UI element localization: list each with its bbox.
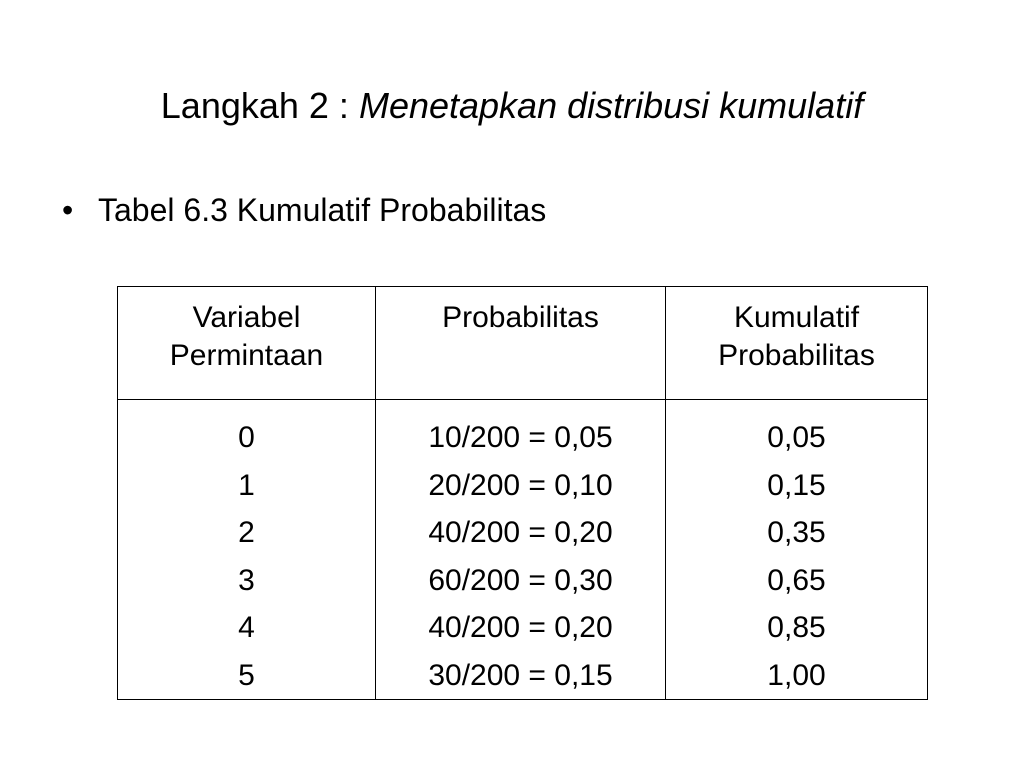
column-variabel-permintaan — [118, 400, 376, 700]
table-cell: 0,65 — [767, 563, 826, 597]
header-variabel-permintaan — [118, 287, 376, 400]
header-line: Probabilitas — [442, 301, 599, 334]
table-cell: 0,85 — [767, 611, 826, 644]
bullet-item — [62, 188, 546, 232]
bullet-icon: • — [62, 192, 74, 228]
table-cell: 60/200 = 0,30 — [428, 563, 613, 597]
table-cell: 10/200 = 0,05 — [428, 421, 613, 454]
slide-title-italic: Menetapkan distribusi kumulatif — [358, 85, 864, 126]
table-cell: 1,00 — [767, 658, 826, 692]
header-probabilitas — [376, 287, 666, 400]
table-cell: 40/200 = 0,20 — [428, 611, 613, 644]
table-cell: 4 — [238, 611, 255, 644]
table-header-row — [118, 287, 928, 400]
table-cell: 5 — [238, 658, 255, 692]
header-kumulatif-probabilitas — [666, 287, 928, 400]
table-cell: 3 — [238, 563, 255, 597]
slide-title-prefix: Langkah 2 : — [160, 85, 359, 126]
table-cell: 0 — [238, 421, 255, 454]
header-line: Probabilitas — [718, 339, 875, 372]
header-line: Variabel — [192, 301, 301, 334]
column-probabilitas — [376, 400, 666, 700]
bullet-text: Tabel 6.3 Kumulatif Probabilitas — [98, 192, 547, 228]
column-kumulatif-probabilitas — [666, 400, 928, 700]
table-cell: 2 — [238, 516, 255, 549]
table-cell: 0,35 — [767, 516, 826, 549]
slide-title — [0, 84, 1024, 128]
table-cell: 0,05 — [767, 421, 826, 454]
header-line: Permintaan — [169, 339, 324, 372]
table-cell: 30/200 = 0,15 — [428, 658, 613, 692]
header-line: Kumulatif — [733, 301, 860, 334]
table-body-row — [118, 400, 928, 700]
table-cell: 20/200 = 0,10 — [428, 468, 613, 502]
table-cell: 0,15 — [767, 468, 826, 502]
cumulative-probability-table — [117, 286, 928, 700]
table-cell: 1 — [238, 468, 255, 502]
table-cell: 40/200 = 0,20 — [428, 516, 613, 549]
